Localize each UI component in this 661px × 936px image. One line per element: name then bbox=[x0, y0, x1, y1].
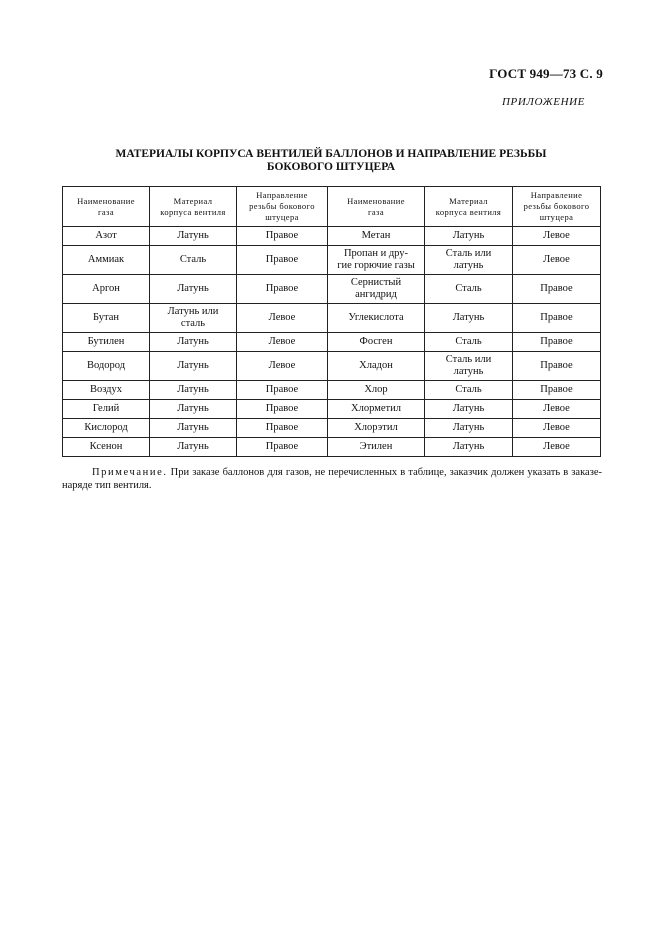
cell-valve-material bbox=[425, 275, 513, 304]
cell-valve-material bbox=[150, 381, 237, 400]
cell-line: Правое bbox=[265, 384, 299, 395]
cell-thread-direction bbox=[513, 275, 601, 304]
cell-valve-material bbox=[150, 333, 237, 352]
cell-gas-name bbox=[63, 419, 150, 438]
header-valve-material-2 bbox=[425, 187, 513, 227]
table-row bbox=[63, 246, 601, 275]
header-line: корпуса вентиля bbox=[435, 206, 502, 217]
cell-line: Латунь bbox=[177, 403, 209, 414]
cell-gas-name bbox=[63, 352, 150, 381]
cell-line: Латунь bbox=[452, 441, 485, 452]
cell-line: Хлорметил bbox=[351, 403, 401, 414]
cell-valve-material bbox=[425, 381, 513, 400]
cell-line: Воздух bbox=[89, 384, 123, 395]
cell-line: Левое bbox=[268, 360, 296, 371]
cell-line: Латунь bbox=[177, 230, 209, 241]
header-line: Направление bbox=[530, 190, 583, 200]
cell-line: Гелий bbox=[92, 403, 120, 414]
cell-line: Водород bbox=[86, 360, 126, 371]
cell-gas-name bbox=[63, 381, 150, 400]
cell-line: гие горючие газы bbox=[337, 260, 415, 271]
cell-line: Аммиак bbox=[87, 254, 125, 265]
cell-valve-material bbox=[425, 246, 513, 275]
cell-line: Латунь bbox=[452, 403, 485, 414]
cell-line: Фосген bbox=[359, 336, 393, 347]
cell-thread-direction bbox=[237, 275, 328, 304]
cell-thread-direction bbox=[513, 419, 601, 438]
table-row bbox=[63, 227, 601, 246]
cell-line: Сталь или bbox=[445, 354, 492, 365]
cell-valve-material bbox=[150, 400, 237, 419]
cell-gas-name bbox=[328, 438, 425, 457]
cell-line: Аргон bbox=[92, 283, 120, 294]
cell-line: Правое bbox=[265, 422, 299, 433]
footnote bbox=[62, 466, 602, 492]
header-line: корпуса вентиля bbox=[160, 206, 226, 217]
table-header-row bbox=[63, 187, 601, 227]
title-line-1: МАТЕРИАЛЫ КОРПУСА ВЕНТИЛЕЙ БАЛЛОНОВ И НАПРАВЛЕНИЕ РЕЗЬБЫ bbox=[115, 148, 547, 160]
page-title bbox=[62, 148, 600, 174]
cell-line: Правое bbox=[540, 283, 573, 294]
cell-gas-name bbox=[328, 275, 425, 304]
cell-gas-name bbox=[328, 400, 425, 419]
cell-line: Сталь bbox=[179, 254, 207, 265]
cell-valve-material bbox=[425, 333, 513, 352]
cell-gas-name bbox=[328, 419, 425, 438]
table-row bbox=[63, 400, 601, 419]
cell-line: сталь bbox=[180, 318, 206, 329]
table-row bbox=[63, 333, 601, 352]
cell-line: Пропан и дру- bbox=[343, 248, 409, 259]
cell-line: Кислород bbox=[84, 422, 128, 433]
cell-line: Левое bbox=[543, 254, 570, 265]
cell-line: Ксенон bbox=[89, 441, 123, 452]
cell-line: Латунь bbox=[177, 283, 209, 294]
cell-line: Правое bbox=[265, 254, 299, 265]
cell-thread-direction bbox=[237, 246, 328, 275]
cell-line: латунь bbox=[453, 366, 484, 377]
cell-line: Левое bbox=[543, 403, 570, 414]
cell-line: Правое bbox=[265, 441, 299, 452]
header-thread-direction bbox=[237, 187, 328, 227]
cell-thread-direction bbox=[237, 333, 328, 352]
header-line: Материал bbox=[173, 195, 213, 206]
header-line: Материал bbox=[449, 195, 488, 206]
header-thread-direction-2 bbox=[513, 187, 601, 227]
cell-gas-name bbox=[63, 400, 150, 419]
cell-thread-direction bbox=[237, 419, 328, 438]
cell-line: Хлор bbox=[364, 384, 388, 395]
table-row bbox=[63, 438, 601, 457]
header-line: резьбы бокового bbox=[249, 201, 315, 211]
gas-valve-table bbox=[62, 186, 601, 457]
cell-line: Правое bbox=[265, 403, 299, 414]
cell-line: Латунь или bbox=[167, 306, 219, 317]
cell-line: Латунь bbox=[452, 422, 485, 433]
cell-thread-direction bbox=[513, 227, 601, 246]
cell-line: Левое bbox=[543, 230, 570, 241]
cell-gas-name bbox=[328, 227, 425, 246]
cell-line: Левое bbox=[268, 336, 296, 347]
cell-valve-material bbox=[150, 352, 237, 381]
cell-line: Хладон bbox=[359, 360, 393, 371]
cell-valve-material bbox=[150, 227, 237, 246]
cell-line: Левое bbox=[543, 422, 570, 433]
cell-line: Латунь bbox=[452, 230, 485, 241]
cell-valve-material bbox=[425, 352, 513, 381]
header-line: газа bbox=[98, 206, 114, 217]
header-line: штуцера bbox=[265, 212, 299, 222]
cell-thread-direction bbox=[237, 381, 328, 400]
header-line: Направление bbox=[256, 190, 308, 200]
cell-valve-material bbox=[150, 275, 237, 304]
cell-thread-direction bbox=[513, 381, 601, 400]
header-line: резьбы бокового bbox=[523, 201, 590, 211]
cell-line: Сталь bbox=[455, 283, 482, 294]
cell-line: Латунь bbox=[177, 422, 209, 433]
standard-reference: ГОСТ 949—73 С. 9 bbox=[489, 66, 603, 81]
cell-line: Сталь bbox=[455, 336, 482, 347]
cell-line: Левое bbox=[268, 312, 296, 323]
cell-thread-direction bbox=[237, 400, 328, 419]
cell-line: Правое bbox=[265, 230, 299, 241]
cell-line: Углекислота bbox=[348, 312, 404, 323]
cell-gas-name bbox=[328, 352, 425, 381]
cell-line: Азот bbox=[95, 230, 117, 241]
cell-line: Сернистый bbox=[350, 277, 402, 288]
table-row bbox=[63, 275, 601, 304]
cell-valve-material bbox=[425, 227, 513, 246]
header-line: штуцера bbox=[539, 212, 574, 222]
title-line-2: БОКОВОГО ШТУЦЕРА bbox=[266, 161, 396, 173]
cell-line: Правое bbox=[540, 360, 573, 371]
header-gas-name bbox=[63, 187, 150, 227]
header-valve-material bbox=[150, 187, 237, 227]
cell-line: латунь bbox=[453, 260, 484, 271]
cell-gas-name bbox=[63, 275, 150, 304]
header-line: Наименование bbox=[77, 195, 135, 206]
cell-line: Бутан bbox=[92, 312, 119, 323]
cell-thread-direction bbox=[513, 304, 601, 333]
cell-thread-direction bbox=[513, 352, 601, 381]
header-line: газа bbox=[368, 206, 384, 217]
cell-gas-name bbox=[63, 438, 150, 457]
cell-gas-name bbox=[328, 304, 425, 333]
cell-thread-direction bbox=[237, 304, 328, 333]
cell-thread-direction bbox=[237, 438, 328, 457]
cell-line: Латунь bbox=[177, 360, 209, 371]
cell-gas-name bbox=[328, 246, 425, 275]
cell-gas-name bbox=[63, 304, 150, 333]
table-row bbox=[63, 304, 601, 333]
cell-gas-name bbox=[63, 227, 150, 246]
cell-line: Левое bbox=[543, 441, 570, 452]
cell-line: ангидрид bbox=[355, 289, 397, 300]
cell-gas-name bbox=[328, 333, 425, 352]
table-row bbox=[63, 352, 601, 381]
appendix-label: ПРИЛОЖЕНИЕ bbox=[502, 96, 585, 108]
cell-valve-material bbox=[425, 438, 513, 457]
cell-valve-material bbox=[425, 304, 513, 333]
table-body bbox=[63, 227, 601, 457]
cell-gas-name bbox=[328, 381, 425, 400]
cell-line: Правое bbox=[265, 283, 299, 294]
cell-thread-direction bbox=[513, 246, 601, 275]
cell-line: Правое bbox=[540, 336, 573, 347]
cell-thread-direction bbox=[237, 352, 328, 381]
cell-thread-direction bbox=[513, 333, 601, 352]
table-row bbox=[63, 381, 601, 400]
cell-line: Хлорэтил bbox=[354, 422, 398, 433]
cell-thread-direction bbox=[513, 400, 601, 419]
cell-line: Латунь bbox=[177, 336, 209, 347]
cell-line: Латунь bbox=[177, 384, 209, 395]
cell-line: Сталь bbox=[455, 384, 482, 395]
cell-gas-name bbox=[63, 246, 150, 275]
cell-thread-direction bbox=[237, 227, 328, 246]
cell-line: Бутилен bbox=[87, 336, 125, 347]
cell-line: Правое bbox=[540, 384, 573, 395]
cell-line: Правое bbox=[540, 312, 573, 323]
cell-valve-material bbox=[425, 400, 513, 419]
table-row bbox=[63, 419, 601, 438]
cell-valve-material bbox=[150, 438, 237, 457]
cell-line: Сталь или bbox=[445, 248, 492, 259]
cell-valve-material bbox=[150, 304, 237, 333]
cell-line: Латунь bbox=[452, 312, 485, 323]
note-text: При заказе баллонов для газов, не перечисленных в таблице, заказчик должен указать в заказе-наряде тип вентиля. bbox=[62, 467, 602, 491]
header-gas-name-2 bbox=[328, 187, 425, 227]
cell-line: Метан bbox=[361, 230, 391, 241]
cell-gas-name bbox=[63, 333, 150, 352]
cell-valve-material bbox=[150, 246, 237, 275]
cell-thread-direction bbox=[513, 438, 601, 457]
note-label: Примечание. bbox=[92, 467, 168, 478]
header-line: Наименование bbox=[347, 195, 405, 206]
cell-line: Этилен bbox=[359, 441, 393, 452]
cell-valve-material bbox=[425, 419, 513, 438]
cell-valve-material bbox=[150, 419, 237, 438]
cell-line: Латунь bbox=[177, 441, 209, 452]
